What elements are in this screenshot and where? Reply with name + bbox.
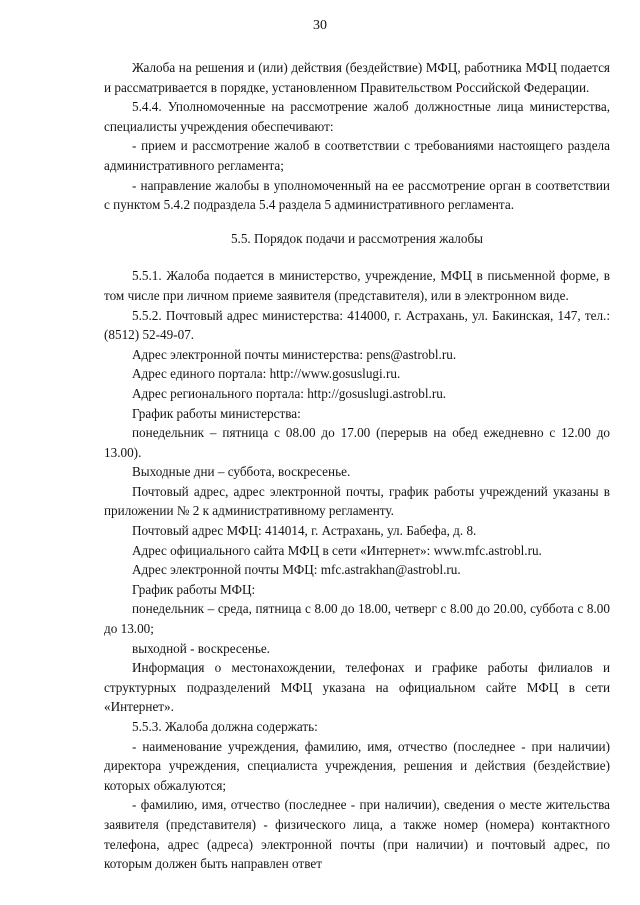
mfc-schedule: понедельник – среда, пятница с 8.00 до 18.00, четверг с 8.00 до 20.00, суббота с 8.00 до 13.00; — [104, 601, 610, 637]
ministry-days-off: Выходные дни – суббота, воскресенье. — [132, 464, 351, 480]
list-item-institution-name: - наименование учреждения, фамилию, имя, отчество (последнее - при наличии) директора учреждения, специалиста учреждения, решения и действия (бездействие) которых обжалуются; — [104, 738, 610, 793]
ministry-schedule-title: График работы министерства: — [132, 405, 301, 421]
document-body — [104, 58, 610, 874]
mfc-schedule-title: График работы МФЦ: — [132, 581, 256, 597]
mfc-branches-info: Информация о местонахождении, телефонах и графике работы филиалов и структурных подразделений МФЦ указана на официальном сайте МФЦ в сети «Интернет». — [104, 660, 610, 715]
ministry-schedule: понедельник – пятница с 08.00 до 17.00 (перерыв на обед ежедневно с 12.00 до 13.00). — [104, 425, 610, 460]
paragraph-5-4-4: 5.4.4. Уполномоченные на рассмотрение жалоб должностные лица министерства, специалисты учреждения обеспечивают: — [104, 99, 610, 134]
paragraph-5-5-1: 5.5.1. Жалоба подается в министерство, учреждение, МФЦ в письменной форме, в том числе при личном приеме заявителя (представителя), или в электронном виде. — [104, 268, 610, 303]
page-number: 30 — [313, 18, 327, 33]
mfc-website: Адрес официального сайта МФЦ в сети «Интернет»: www.mfc.astrobl.ru. — [132, 542, 542, 558]
mfc-postal-address: Почтовый адрес МФЦ: 414014, г. Астрахань, ул. Бабефа, д. 8. — [132, 523, 477, 539]
institutions-contacts: Почтовый адрес, адрес электронной почты, график работы учреждений указаны в приложении № 2 к административному регламенту. — [104, 483, 610, 519]
section-heading-5-5: 5.5. Порядок подачи и рассмотрения жалобы — [230, 230, 484, 246]
unified-portal-address: Адрес единого портала: http://www.gosuslugi.ru. — [132, 366, 401, 382]
mfc-day-off: выходной - воскресенье. — [132, 640, 270, 656]
regional-portal-address: Адрес регионального портала: http://gosuslugi.astrobl.ru. — [132, 385, 447, 401]
paragraph-complaint-mfc: Жалоба на решения и (или) действия (бездействие) МФЦ, работника МФЦ подается и рассматривается в порядке, установленном Правительством Российской Федерации. — [104, 60, 610, 95]
list-item-applicant-details: - фамилию, имя, отчество (последнее - при наличии), сведения о месте жительства заявителя (представителя) - физического лица, а также номер (номера) контактного телефона, адрес (адреса) электронной почты (при наличии) и почтовый адрес, по которым должен быть направлен ответ — [104, 797, 610, 872]
mfc-email: Адрес электронной почты МФЦ: mfc.astrakhan@astrobl.ru. — [132, 562, 461, 578]
ministry-email: Адрес электронной почты министерства: pens@astrobl.ru. — [132, 346, 457, 362]
paragraph-5-5-3: 5.5.3. Жалоба должна содержать: — [132, 719, 318, 734]
list-item-forward-complaint: - направление жалобы в уполномоченный на ее рассмотрение орган в соответствии с пунктом 5.4.2 подраздела 5.4 раздела 5 административного регламента. — [104, 177, 610, 213]
list-item-receive-complaints: - прием и рассмотрение жалоб в соответствии с требованиями настоящего раздела административного регламента; — [104, 138, 610, 173]
paragraph-5-5-2: 5.5.2. Почтовый адрес министерства: 414000, г. Астрахань, ул. Бакинская, 147, тел.: (8512) 52-49-07. — [104, 307, 610, 343]
